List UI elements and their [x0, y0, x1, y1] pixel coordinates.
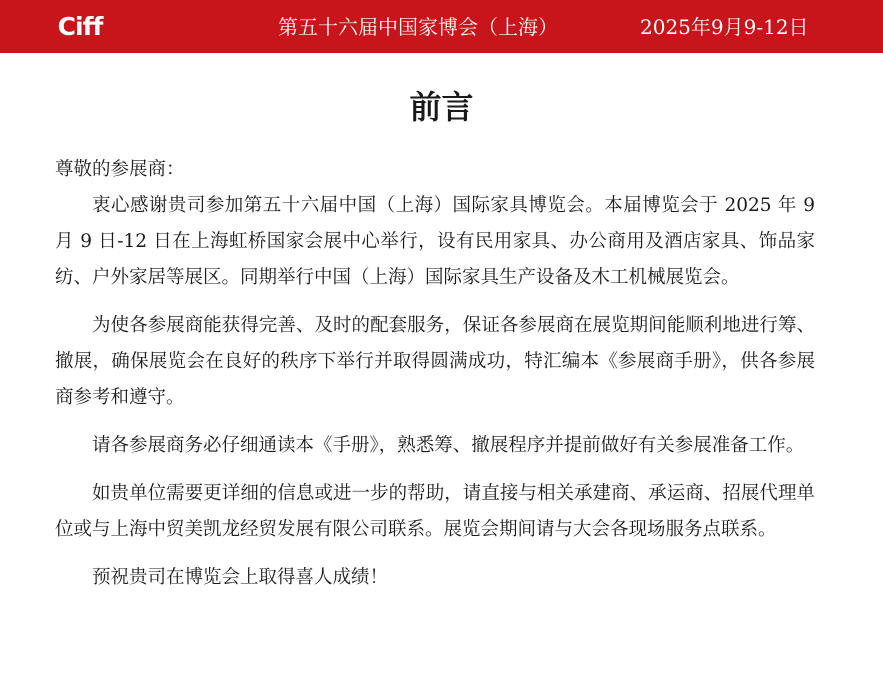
- paragraph-3: 请各参展商务必仔细通读本《手册》，熟悉筹、撤展程序并提前做好有关参展准备工作。: [92, 435, 805, 456]
- salutation: 尊敬的参展商：: [55, 159, 185, 180]
- header-banner: [0, 0, 883, 53]
- paragraph-1: 衷心感谢贵司参加第五十六届中国（上海）国际家具博览会。本届博览会于 2025 年 9 月 9 日-12 日在上海虹桥国家会展中心举行，设有民用家具、办公商用及酒店家具、饰品家纺、户外家居等展区。同期举行中国（上海）国际家具生产设备及木工机械展览会。: [55, 195, 815, 288]
- document-body: [55, 152, 815, 608]
- ciff-logo: [52, 0, 108, 53]
- header-title: 第五十六届中国家博会（上海）: [278, 15, 558, 39]
- page-title: 前言: [409, 88, 474, 126]
- paragraph-4: 如贵单位需要更详细的信息或进一步的帮助，请直接与相关承建商、承运商、招展代理单位或与上海中贸美凯龙经贸发展有限公司联系。展览会期间请与大会各现场服务点联系。: [55, 483, 815, 540]
- paragraph-2: 为使各参展商能获得完善、及时的配套服务，保证各参展商在展览期间能顺利地进行筹、撤展，确保展览会在良好的秩序下举行并取得圆满成功，特汇编本《参展商手册》，供各参展商参考和遵守。: [55, 315, 815, 408]
- logo-text: Ciff: [57, 12, 103, 41]
- paragraph-5: 预祝贵司在博览会上取得喜人成绩！: [92, 567, 389, 588]
- header-date: 2025年9月9-12日: [640, 15, 809, 39]
